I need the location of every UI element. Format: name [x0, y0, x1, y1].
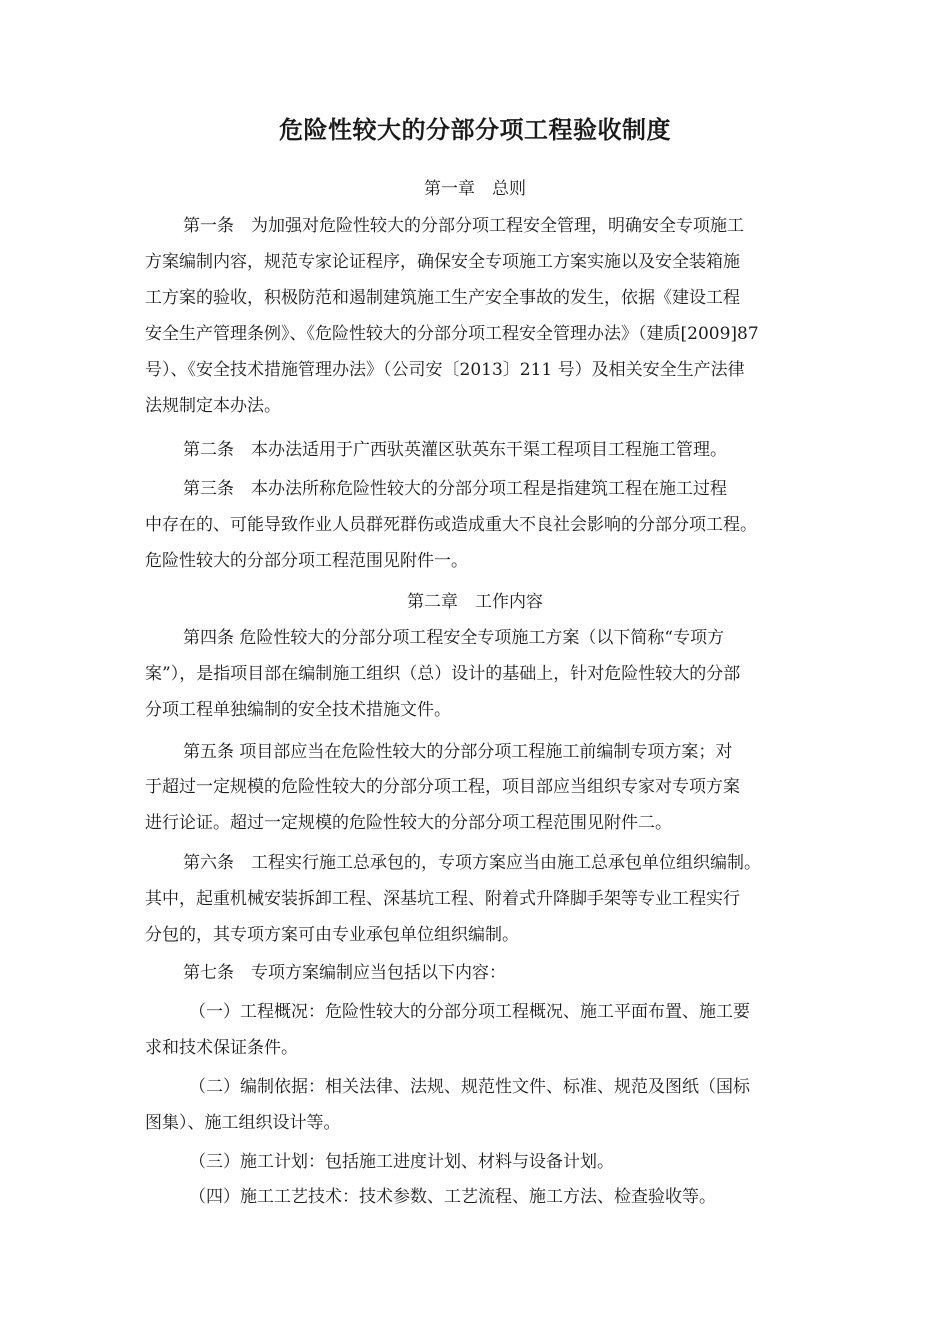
article-2-line: 第二条 本办法适用于广西驮英灌区驮英东干渠工程项目工程施工管理。: [183, 440, 727, 460]
chapter-heading-1: 第一章 总则: [424, 179, 526, 199]
item-3-line: （三）施工计划：包括施工进度计划、材料与设备计划。: [189, 1152, 614, 1172]
article-4-line: 第四条 危险性较大的分部分项工程安全专项施工方案（以下简称“专项方: [183, 628, 725, 648]
article-7-line: 第七条 专项方案编制应当包括以下内容：: [183, 963, 506, 983]
item-2-line: 图集）、施工组织设计等。: [145, 1113, 341, 1133]
article-1-line: 方案编制内容，规范专家论证程序，确保安全专项施工方案实施以及安全装箱施: [145, 252, 740, 272]
article-4-line: 案”），是指项目部在编制施工组织（总）设计的基础上，针对危险性较大的分部: [145, 664, 741, 684]
article-3-line: 中存在的、可能导致作业人员群死群伤或造成重大不良社会影响的分部分项工程。: [145, 515, 757, 535]
chapter-heading-2: 第二章 工作内容: [407, 592, 543, 612]
article-1-line: 安全生产管理条例》、《危险性较大的分部分项工程安全管理办法》（建质[2009]87: [145, 324, 759, 344]
article-1-line: 第一条 为加强对危险性较大的分部分项工程安全管理，明确安全专项施工: [183, 216, 744, 236]
article-4-line: 分项工程单独编制的安全技术措施文件。: [145, 700, 451, 720]
article-1-line: 工方案的验收，积极防范和遏制建筑施工生产安全事故的发生，依据《建设工程: [145, 288, 740, 308]
item-1-line: 求和技术保证条件。: [145, 1038, 298, 1058]
document-title: 危险性较大的分部分项工程验收制度: [279, 116, 671, 144]
article-3-line: 第三条 本办法所称危险性较大的分部分项工程是指建筑工程在施工过程: [183, 479, 727, 499]
article-6-line: 分包的，其专项方案可由专业承包单位组织编制。: [145, 925, 519, 945]
article-1-line: 号）、《安全技术措施管理办法》（公司安〔2013〕211 号）及相关安全生产法律: [145, 360, 745, 380]
article-5-line: 进行论证。超过一定规模的危险性较大的分部分项工程范围见附件二。: [145, 813, 672, 833]
item-1-line: （一）工程概况：危险性较大的分部分项工程概况、施工平面布置、施工要: [189, 1002, 750, 1022]
article-3-line: 危险性较大的分部分项工程范围见附件一。: [145, 551, 468, 571]
article-6-line: 其中，起重机械安装拆卸工程、深基坑工程、附着式升降脚手架等专业工程实行: [145, 889, 740, 909]
article-6-line: 第六条 工程实行施工总承包的，专项方案应当由施工总承包单位组织编制。: [183, 853, 761, 873]
item-2-line: （二）编制依据：相关法律、法规、规范性文件、标准、规范及图纸（国标: [189, 1077, 750, 1097]
article-1-line: 法规制定本办法。: [145, 396, 281, 416]
article-5-line: 第五条 项目部应当在危险性较大的分部分项工程施工前编制专项方案；对: [183, 742, 733, 762]
article-5-line: 于超过一定规模的危险性较大的分部分项工程，项目部应当组织专家对专项方案: [145, 777, 740, 797]
item-4-line: （四）施工工艺技术：技术参数、工艺流程、施工方法、检查验收等。: [189, 1187, 716, 1207]
